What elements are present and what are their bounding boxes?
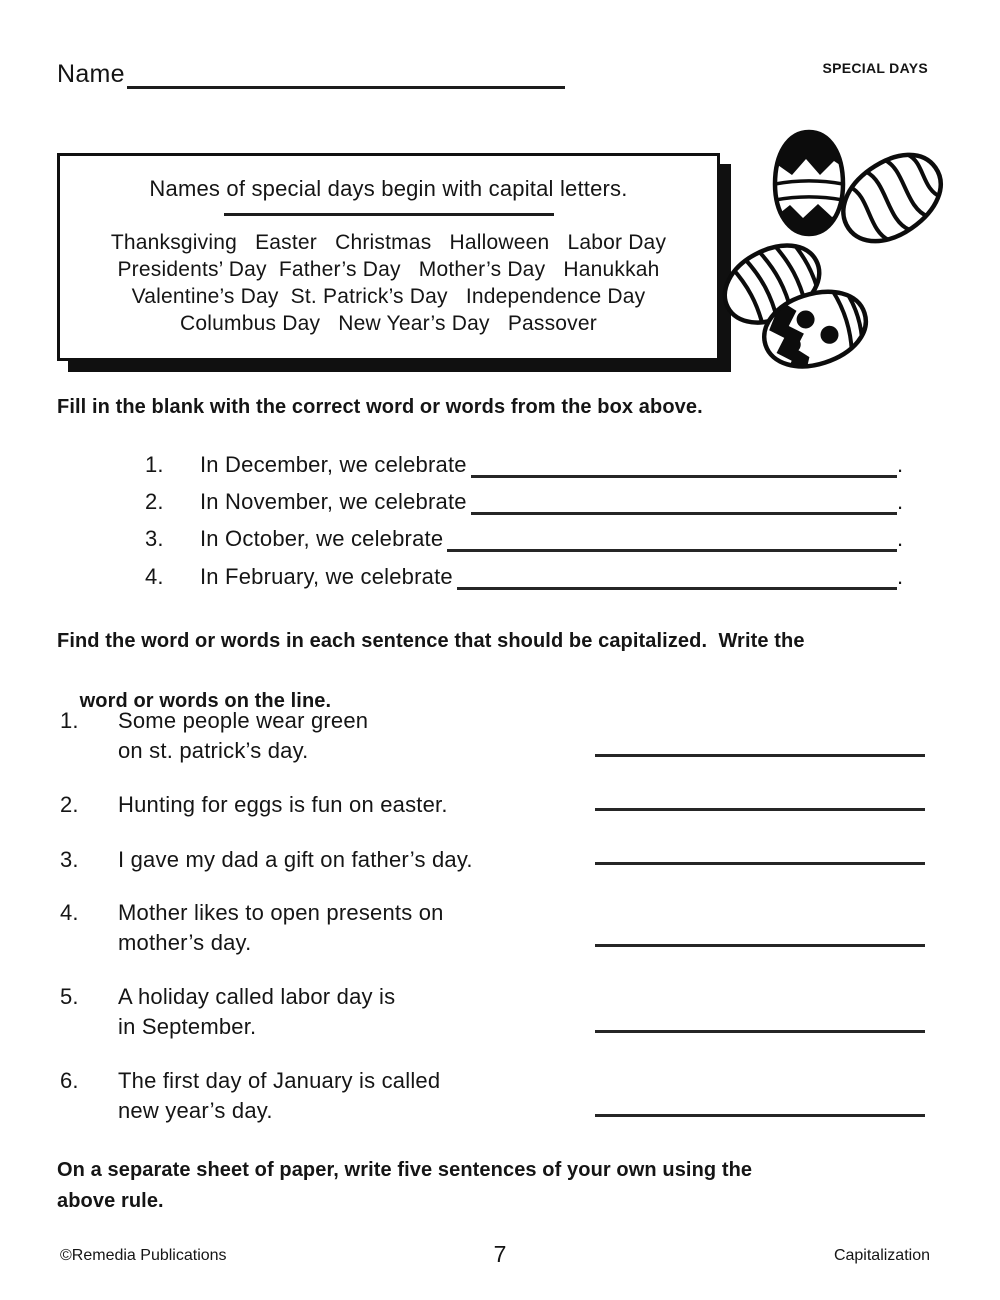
section3-line2: above rule. — [57, 1190, 164, 1212]
item-number: 6. — [60, 1068, 79, 1093]
item-number: 1. — [145, 452, 164, 477]
item-text: In November, we celebrate — [200, 489, 467, 514]
fill-blank-row — [145, 562, 905, 590]
topic-label: Capitalization — [833, 1247, 930, 1264]
item-text: I gave my dad a gift on father’s day. — [118, 847, 473, 872]
item-number: 1. — [60, 708, 79, 733]
divider — [224, 213, 554, 216]
holiday-list-line: Valentine’s Day St. Patrick’s Day Independence Day — [131, 285, 646, 308]
section2-heading-line2: word or words on the line. — [79, 690, 332, 712]
item-number: 3. — [145, 526, 164, 551]
item-number: 2. — [60, 792, 79, 817]
sentence-item — [60, 845, 473, 875]
sentence-item — [60, 790, 448, 820]
sentence-item — [60, 1066, 440, 1126]
name-row — [57, 58, 565, 89]
item-suffix: . — [897, 452, 904, 477]
page-number: 7 — [493, 1241, 507, 1267]
answer-line[interactable] — [595, 1114, 925, 1117]
item-number: 4. — [60, 900, 79, 925]
holiday-list-line: Presidents’ Day Father’s Day Mother’s Day Hanukkah — [117, 258, 660, 281]
section1-heading: Fill in the blank with the correct word or words from the box above. — [57, 396, 703, 418]
easter-egg-zigzag — [767, 124, 857, 244]
item-number: 5. — [60, 984, 79, 1009]
answer-blank[interactable] — [471, 487, 897, 515]
answer-line[interactable] — [595, 862, 925, 865]
fill-blank-row — [145, 524, 905, 552]
item-text: A holiday called labor day is in September. — [118, 984, 396, 1039]
item-number: 2. — [145, 489, 164, 514]
fill-blank-row — [145, 450, 905, 478]
easter-eggs-illustration — [712, 112, 1000, 374]
item-text: In December, we celebrate — [200, 452, 467, 477]
item-number: 3. — [60, 847, 79, 872]
answer-blank[interactable] — [457, 562, 897, 590]
item-suffix: . — [897, 526, 904, 551]
publisher-credit: ©Remedia Publications — [60, 1247, 227, 1264]
answer-blank[interactable] — [471, 450, 897, 478]
section3-instruction — [57, 1155, 752, 1217]
section3-line1: On a separate sheet of paper, write five sentences of your own using the — [57, 1159, 753, 1181]
name-label: Name — [57, 60, 125, 88]
page-title: SPECIAL DAYS — [822, 60, 928, 76]
answer-line[interactable] — [595, 944, 925, 947]
item-number: 4. — [145, 564, 164, 589]
answer-line[interactable] — [595, 754, 925, 757]
sentence-item — [60, 706, 368, 766]
item-suffix: . — [897, 489, 904, 514]
fill-blank-row — [145, 487, 905, 515]
sentence-item — [60, 898, 444, 958]
holiday-list-line: Columbus Day New Year’s Day Passover — [180, 312, 597, 335]
item-text: In October, we celebrate — [200, 526, 444, 551]
section2-heading-line1: Find the word or words in each sentence that should be capitalized. Write the — [57, 630, 805, 652]
item-suffix: . — [897, 564, 904, 589]
rule-title: Names of special days begin with capital letters. — [149, 176, 628, 201]
name-input-line[interactable] — [127, 58, 565, 89]
rule-box — [57, 153, 720, 361]
item-text: Some people wear green on st. patrick’s day. — [118, 708, 369, 763]
item-text: In February, we celebrate — [200, 564, 453, 589]
answer-line[interactable] — [595, 1030, 925, 1033]
section2-heading — [57, 626, 805, 716]
answer-blank[interactable] — [447, 524, 897, 552]
item-text: Hunting for eggs is fun on easter. — [118, 792, 448, 817]
holiday-list-line: Thanksgiving Easter Christmas Halloween Labor Day — [110, 231, 667, 254]
item-text: The first day of January is called new year’s day. — [118, 1068, 441, 1123]
item-text: Mother likes to open presents on mother’s day. — [118, 900, 444, 955]
sentence-item — [60, 982, 395, 1042]
answer-line[interactable] — [595, 808, 925, 811]
